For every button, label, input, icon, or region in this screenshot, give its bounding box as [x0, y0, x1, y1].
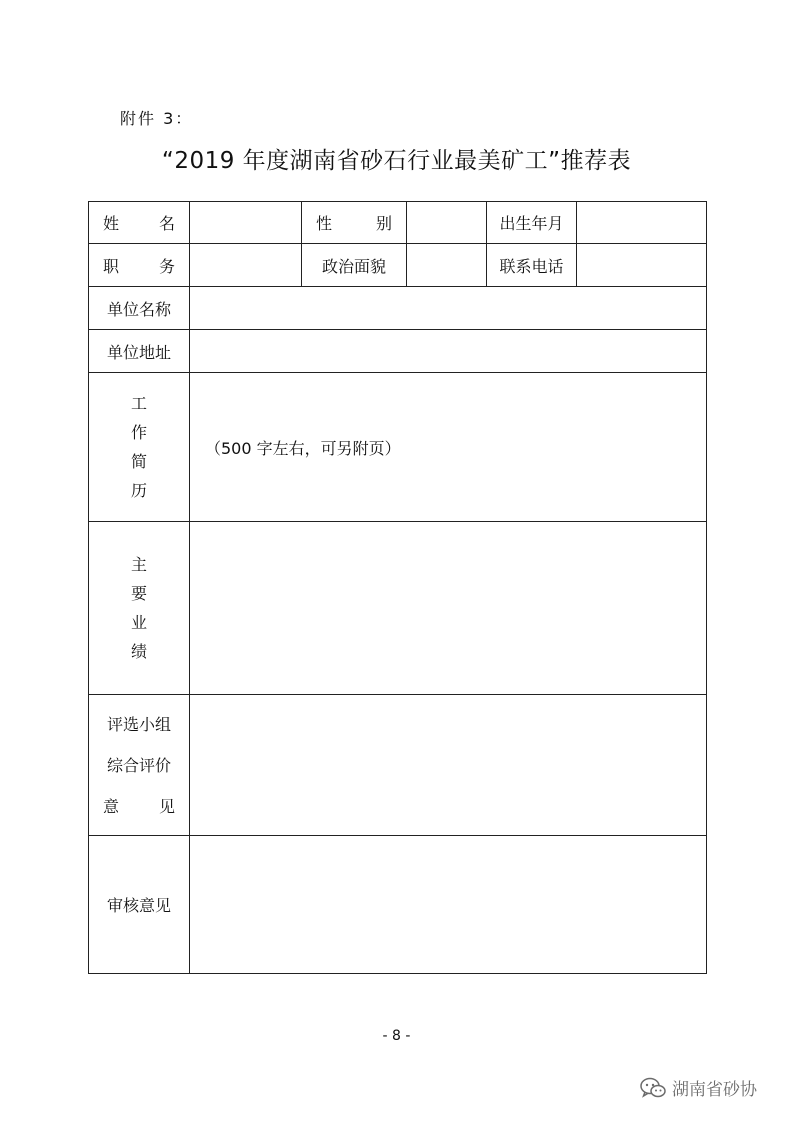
watermark-text: 湖南省砂协 — [672, 1080, 757, 1100]
page-number: - 8 - — [382, 1028, 411, 1044]
form-title: “2019 年度湖南省砂石行业最美矿工”推荐表 — [161, 148, 632, 174]
recommendation-form — [88, 201, 707, 974]
position-label: 职 务 — [89, 244, 190, 287]
review-field[interactable] — [190, 695, 706, 836]
name-label: 姓 名 — [89, 202, 190, 244]
phone-label: 联系电话 — [487, 244, 577, 287]
achievements-field[interactable] — [190, 522, 706, 695]
birth-field[interactable] — [577, 202, 706, 244]
unit-address-label: 单位地址 — [89, 330, 190, 373]
wechat-icon — [640, 1077, 666, 1099]
phone-field[interactable] — [577, 244, 706, 287]
political-label: 政治面貌 — [302, 244, 407, 287]
gender-label: 性 别 — [302, 202, 407, 244]
unit-name-field[interactable] — [190, 287, 706, 330]
gender-field[interactable] — [407, 202, 487, 244]
name-field[interactable] — [190, 202, 302, 244]
achievements-label: 主 要 业 绩 — [89, 522, 190, 695]
review-opinion: 意 见 — [103, 796, 175, 816]
approval-label: 审核意见 — [89, 836, 190, 973]
birth-label: 出生年月 — [487, 202, 577, 244]
watermark — [640, 1075, 757, 1100]
resume-label: 工 作 简 历 — [89, 373, 190, 522]
unit-name-label: 单位名称 — [89, 287, 190, 330]
unit-address-field[interactable] — [190, 330, 706, 373]
attachment-label: 附件 3： — [120, 109, 194, 128]
approval-field[interactable] — [190, 836, 706, 973]
political-field[interactable] — [407, 244, 487, 287]
review-label: 评选小组 综合评价 意 见 — [89, 695, 190, 836]
resume-hint: （500 字左右，可另附页） — [205, 439, 401, 458]
position-field[interactable] — [190, 244, 302, 287]
